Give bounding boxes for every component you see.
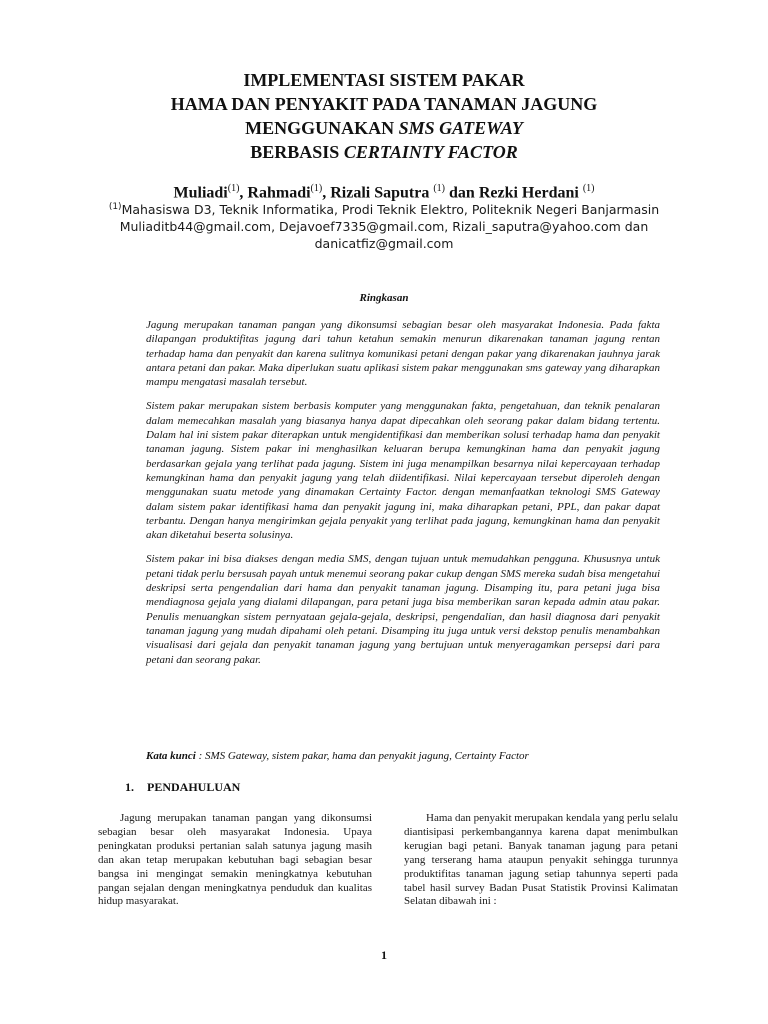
page-number: 1 — [381, 948, 387, 962]
intro-paragraph-right: Hama dan penyakit merupakan kendala yang perlu selalu diantisipasi perkembangannya karena dapat menimbulkan kerugian bagi petani. Banyak tanaman jagung para petani yang terserang hama ataupun penyakit sehingga turunnya produktifitas tanaman jagung setiap tahunnya seperti pada tabel hasil survey Badan Pusat Statistik Provinsi Kalimatan Selatan dibawah ini : — [404, 812, 678, 908]
title-line-1: IMPLEMENTASI SISTEM PAKAR — [243, 70, 525, 90]
abstract-paragraph-1: Jagung merupakan tanaman pangan yang dikonsumsi sebagian besar oleh masyarakat Indonesia. Pada fakta dilapangan produktifitas jagung dari tahun ketahun semakin menurun dikarenakan tanaman jagung rentan terhadap hama dan penyakit dan karena sulitnya komunikasi petani dengan pakar yang dikarenakan jauhnya jarak antara petani dan pakar. Maka diperlukan suatu aplikasi sistem pakar menggunakan sms gateway yang diharapkan mampu mengatasi masalah tersebut. — [146, 319, 660, 389]
author-2-sup: (1) — [310, 183, 323, 194]
title-line-3-plain: MENGGUNAKAN — [245, 118, 399, 138]
body-column-left — [98, 812, 372, 909]
title-line-2: HAMA DAN PENYAKIT PADA TANAMAN JAGUNG — [170, 94, 598, 114]
author-4: dan Rezki Herdani — [445, 184, 583, 202]
affiliation-text: Mahasiswa D3, Teknik Informatika, Prodi Teknik Elektro, Politeknik Negeri Banjarmasin — [121, 202, 660, 218]
abstract-heading: Ringkasan — [359, 292, 409, 304]
affiliation — [100, 199, 668, 252]
keywords-label: Kata kunci — [146, 750, 196, 762]
abstract-paragraph-3: Sistem pakar ini bisa diakses dengan media SMS, dengan tujuan untuk memudahkan pengguna. Khususnya untuk petani tidak perlu bersusah payah untuk menemui seorang pakar cukup dengan SMS mereka sudah bisa mengetahui deskripsi serta pengendalian dari hama dan penyakit tanaman jagung. Disamping itu, para petani juga bisa mendiagnosa gejala yang dialami dilapangan, para petani juga bisa memberikan saran kepada admin atau pakar. Penulis menuangkan sistem pernyataan gejala-gejala, deskripsi, pengendalian, dan hasil diagnosa dari penyakit tanaman jagung yang mudah dipahami oleh petani. Disamping itu juga untuk versi dekstop penulis menambahkan visualisasi dari gejala dan penyakit tanaman jagung yang bertujuan untuk menyeragamkan persepsi dari para petani dan seorang pakar. — [146, 553, 660, 666]
keywords-text: : SMS Gateway, sistem pakar, hama dan penyakit jagung, Certainty Factor — [195, 750, 529, 762]
intro-paragraph-left: Jagung merupakan tanaman pangan yang dikonsumsi sebagian besar oleh masyarakat Indonesia. Upaya peningkatan produksi pertanian salah satunya jagung masih dan akan tetap merupakan kebutuhan bagi sebagian besar bangsa ini mengingat semakin meningkatnya kebutuhan pangan sejalan dengan meningkatnya penduduk dan kualitas hidup masyarakat. — [98, 812, 372, 908]
author-3-sup: (1) — [433, 183, 446, 194]
title-line-4-plain: BERBASIS — [250, 142, 344, 162]
affiliation-line-1 — [100, 199, 668, 218]
section-heading — [125, 780, 240, 795]
author-1: Muliadi — [173, 184, 228, 202]
keywords — [146, 749, 666, 763]
body-column-right — [404, 812, 678, 909]
paper-title — [0, 68, 768, 164]
section-title: PENDAHULUAN — [147, 780, 241, 794]
author-1-sup: (1) — [227, 183, 240, 194]
author-4-sup: (1) — [582, 183, 595, 194]
title-line-3 — [0, 116, 768, 140]
abstract-body — [146, 318, 660, 677]
abstract-paragraph-2: Sistem pakar merupakan sistem berbasis komputer yang menggunakan fakta, pengetahuan, dan teknik penalaran dalam memecahkan masalah yang biasanya hanya dapat dipecahkan oleh seorang pakar dalam bidang tertentu. Dalam hal ini sistem pakar diterapkan untuk mengidentifikasi dan memberikan solusi terhadap hama dan penyakit tanaman jagung. Sistem pakar ini menghasilkan keluaran berupa kemungkinan hama dan penyakit jagung berdasarkan gejala yang terlihat pada jagung. Sistem ini juga menampilkan besarnya nilai kepercayaan terhadap kemungkinan hama dan penyakit jagung yang telah diidentifikasi. Nilai kepercayaan tersebut diperoleh dengan menggunakan suatu metode yang dinamakan Certainty Factor. dengan memanfaatkan teknologi SMS Gateway dalam sistem pakar identifikasi hama dan penyakit jagung ini, maka diharapkan petani, PPL, dan pakar dapat terbantu. Dengan hanya mengirimkan gejala penyakit yang terlihat pada jagung, kemungkinan hama dan penyakit akan diketahui beserta solusinya. — [146, 400, 660, 542]
section-number: 1. — [125, 780, 134, 794]
affiliation-emails-2: danicatfiz@gmail.com — [314, 236, 454, 252]
affiliation-emails-1: Muliaditb44@gmail.com, Dejavoef7335@gmail.com, Rizali_saputra@yahoo.com dan — [119, 219, 649, 235]
author-2: , Rahmadi — [239, 184, 311, 202]
title-line-4-italic: CERTAINTY FACTOR — [343, 142, 518, 162]
author-3: , Rizali Saputra — [322, 184, 434, 202]
affiliation-sup: (1) — [108, 202, 122, 212]
title-line-4 — [0, 140, 768, 164]
title-line-3-italic: SMS GATEWAY — [398, 118, 523, 138]
